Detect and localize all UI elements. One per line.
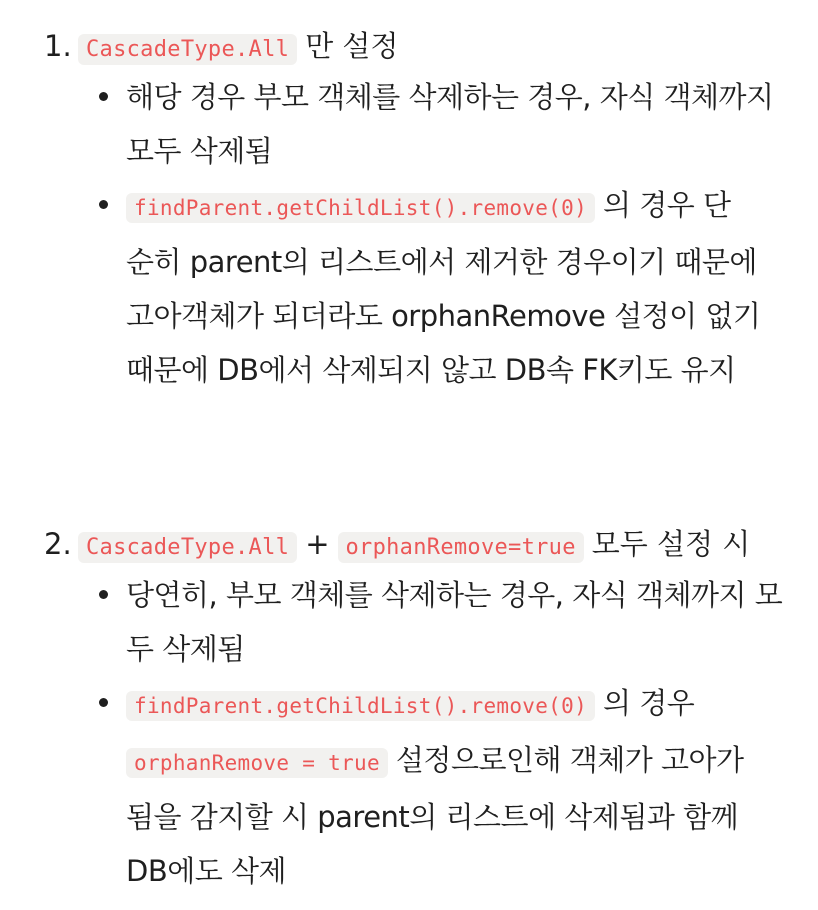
inline-code: findParent.getChildList().remove(0) xyxy=(126,691,595,721)
bullet-text-line: 당연히, 부모 객체를 삭제하는 경우, 자식 객체까지 모 xyxy=(126,578,783,612)
heading-text: 만 설정 xyxy=(305,29,399,63)
inline-code: findParent.getChildList().remove(0) xyxy=(126,193,595,223)
plus-sign: + xyxy=(305,527,330,561)
bullet-text-line xyxy=(126,733,788,790)
bullet-list xyxy=(0,568,818,898)
bullet-item xyxy=(0,676,818,898)
bullet-text-line xyxy=(126,178,788,235)
bullet-text: 설정으로인해 객체가 고아가 xyxy=(395,743,744,777)
item-heading xyxy=(0,520,818,568)
bullet-text-line: DB에도 삭제 xyxy=(126,854,286,888)
bullet-item xyxy=(0,568,818,676)
bullet-dot-icon xyxy=(99,92,108,101)
inline-code: orphanRemove = true xyxy=(126,748,388,778)
bullet-text-line: 때문에 DB에서 삭제되지 않고 DB속 FK키도 유지 xyxy=(126,353,736,387)
list-item-2 xyxy=(0,520,818,898)
inline-code: CascadeType.All xyxy=(78,532,297,563)
bullet-text-line: 됨을 감지할 시 parent의 리스트에 삭제됨과 함께 xyxy=(126,800,739,834)
item-number: 2. xyxy=(44,527,72,561)
item-heading xyxy=(0,22,818,70)
bullet-list xyxy=(0,70,818,397)
bullet-text-line: 해당 경우 부모 객체를 삭제하는 경우, 자식 객체까지 xyxy=(126,80,774,114)
bullet-text-line: 고아객체가 되더라도 orphanRemove 설정이 없기 xyxy=(126,299,761,333)
bullet-text-line xyxy=(126,676,788,733)
bullet-dot-icon xyxy=(99,200,108,209)
bullet-text-line: 순히 parent의 리스트에서 제거한 경우이기 때문에 xyxy=(126,245,757,279)
inline-code: orphanRemove=true xyxy=(338,532,584,563)
bullet-text-line: 모두 삭제됨 xyxy=(126,134,273,168)
bullet-dot-icon xyxy=(99,590,108,599)
bullet-dot-icon xyxy=(99,698,108,707)
bullet-text: 의 경우 xyxy=(603,686,695,720)
inline-code: CascadeType.All xyxy=(78,34,297,65)
heading-content xyxy=(78,22,398,74)
item-number: 1. xyxy=(44,29,72,63)
bullet-item xyxy=(0,70,818,178)
list-item-1 xyxy=(0,22,818,397)
bullet-text: 의 경우 단 xyxy=(603,188,731,222)
heading-text: 모두 설정 시 xyxy=(591,527,751,561)
heading-content xyxy=(78,520,750,572)
bullet-item xyxy=(0,178,818,397)
bullet-text-line: 두 삭제됨 xyxy=(126,632,245,666)
